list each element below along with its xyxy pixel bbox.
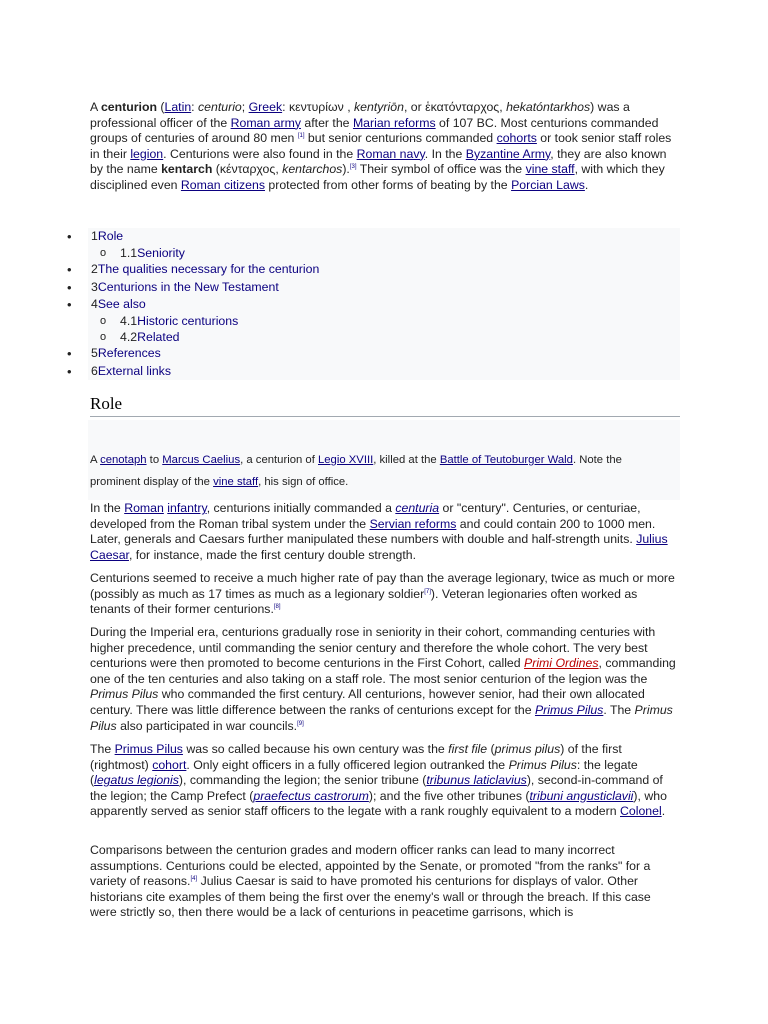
- toc-item-role[interactable]: • 1Role: [88, 228, 680, 245]
- toc-item-see-also[interactable]: • 4See also: [88, 296, 680, 313]
- link-praefectus-castrorum[interactable]: praefectus castrorum: [253, 788, 369, 803]
- link-legion[interactable]: legion: [130, 146, 164, 161]
- link-vine-staff[interactable]: vine staff: [525, 162, 575, 177]
- role-paragraph-4: The Primus Pilus was so called because his own century was the first file (primus pilus) of the first (rightmost) cohort. Only eight officers in a fully officered legion outranked the Primus Pilus: the legate (legatus legionis), commanding the legion; the senior tribune (tribunus laticlavius), second-in-command of the legion; the Camp Prefect (praefectus castrorum); and the five other tribunes (tribuni angusticlavii), who apparently served as senior staff officers to the legate with a rank roughly equivalent to a modern Colonel.: [90, 742, 667, 819]
- image-caption-box: [88, 420, 680, 500]
- link-tribuni-angusticlavii[interactable]: tribuni angusticlavii: [529, 788, 634, 803]
- link-battle-teutoburg[interactable]: Battle of Teutoburger Wald: [439, 454, 573, 466]
- toc-item-references[interactable]: • 5References: [88, 345, 680, 362]
- link-cenotaph[interactable]: cenotaph: [100, 454, 147, 466]
- role-paragraph-1: In the Roman infantry, centurions initially commanded a centuria or "century". Centuries, or centuriae, developed from the Roman tribal system under the Servian reforms and could contain 200 to 1000 men. Later, generals and Caesars further manipulated these numbers with double and half-strength units. Julius Caesar, for instance, made the first century double strength.: [90, 501, 668, 562]
- ref-4[interactable]: [4]: [190, 876, 198, 883]
- section-heading-role: Role: [90, 392, 680, 417]
- toc-item-new-testament[interactable]: • 3Centurions in the New Testament: [88, 279, 680, 296]
- role-paragraph-5: Comparisons between the centurion grades and modern officer ranks can lead to many incorrect assumptions. Centurions could be elected, appointed by the Senate, or promoted "from the ranks" for a variety of reasons.[4] Julius Caesar is said to have promoted his centurions for displays of valor. Other historians cite examples of them being the first over the enemy's wall or through the breach. If this case were strictly so, then there would be a lack of centurions in peacetime garrisons, which is: [90, 843, 651, 920]
- toc-item-external-links[interactable]: • 6External links: [88, 363, 680, 380]
- ref-3[interactable]: [3]: [349, 164, 357, 171]
- link-roman-citizens[interactable]: Roman citizens: [180, 177, 265, 192]
- link-roman-army[interactable]: Roman army: [230, 115, 301, 130]
- title-bold: centurion: [100, 100, 157, 114]
- ref-7[interactable]: [7]: [424, 588, 431, 595]
- link-primus-pilus-2[interactable]: Primus Pilus: [114, 742, 183, 756]
- toc-item-related[interactable]: o 4.2Related: [88, 329, 680, 345]
- link-colonel[interactable]: Colonel: [620, 804, 662, 819]
- link-primus-pilus[interactable]: Primus Pilus: [534, 702, 604, 717]
- intro-paragraph: A centurion (Latin: centurio; Greek: κεντυρίων , kentyriōn, or ἑκατόνταρχος, hekatóntarkhos) was a professional officer of the Roman army after the Marian reforms of 107 BC. Most centurions commanded groups of centuries of around 80 men [1] but senior centurions commanded cohorts or took senior staff roles in their legion. Centurions were also found in the Roman navy. In the Byzantine Army, they are also known by the name kentarch (κένταρχος, kentarchos).[3] Their symbol of office was the vine staff, with which they disciplined even Roman citizens protected from other forms of beating by the Porcian Laws.: [90, 100, 672, 192]
- image-caption: A cenotaph to Marcus Caelius, a centurion of Legio XVIII, killed at the Battle of Teutoburger Wald. Note the prominent display of the vine staff, his sign of office.: [90, 454, 622, 488]
- table-of-contents: [88, 228, 680, 380]
- ref-8[interactable]: [8]: [273, 604, 281, 611]
- toc-item-qualities[interactable]: • 2The qualities necessary for the centurion: [88, 261, 680, 278]
- link-legatus-legionis[interactable]: legatus legionis: [94, 773, 179, 788]
- link-julius-caesar[interactable]: Julius Caesar: [90, 532, 668, 562]
- link-roman-navy[interactable]: Roman navy: [356, 146, 425, 161]
- link-vine-staff-caption[interactable]: vine staff: [213, 475, 259, 488]
- link-infantry[interactable]: infantry: [167, 501, 207, 515]
- role-paragraph-3: During the Imperial era, centurions gradually rose in seniority in their cohort, commanding centuries with higher precedence, until commanding the senior century and therefore the whole cohort. The very best centurions were then promoted to become centurions in the First Cohort, called Primi Ordines, commanding one of the ten centuries and also taking on a staff role. The most senior centurion of the legion was the Primus Pilus who commanded the first century. All centurions, however senior, had their own allocated century. There was little difference between the ranks of centurions except for the Primus Pilus. The Primus Pilus also participated in war councils.[9]: [90, 625, 676, 733]
- ref-9[interactable]: [9]: [297, 720, 304, 727]
- link-legio-xviii[interactable]: Legio XVIII: [317, 454, 374, 466]
- link-primi-ordines[interactable]: Primi Ordines: [524, 656, 599, 671]
- link-cohorts[interactable]: cohorts: [496, 131, 537, 146]
- link-byzantine-army[interactable]: Byzantine Army: [465, 146, 551, 161]
- link-latin[interactable]: Latin: [164, 100, 192, 114]
- link-centuria[interactable]: centuria: [395, 501, 440, 515]
- link-greek[interactable]: Greek: [248, 100, 283, 114]
- link-marcus-caelius[interactable]: Marcus Caelius: [162, 454, 241, 466]
- link-porcian-laws[interactable]: Porcian Laws: [511, 177, 585, 192]
- link-tribunus-laticlavius[interactable]: tribunus laticlavius: [426, 773, 527, 788]
- link-marian-reforms[interactable]: Marian reforms: [352, 115, 436, 130]
- link-servian-reforms[interactable]: Servian reforms: [369, 516, 457, 531]
- role-paragraph-2: Centurions seemed to receive a much higher rate of pay than the average legionary, twice as much or more (possibly as much as 17 times as much as a legionary soldier[7]). Veteran legionaries often worked as tenants of their former centurions.[8]: [90, 571, 675, 617]
- toc-item-historic-centurions[interactable]: o 4.1Historic centurions: [88, 313, 680, 329]
- link-cohort[interactable]: cohort: [152, 757, 187, 772]
- ref-1[interactable]: [1]: [297, 133, 305, 140]
- link-roman[interactable]: Roman: [124, 501, 164, 515]
- toc-item-seniority[interactable]: o 1.1Seniority: [88, 245, 680, 261]
